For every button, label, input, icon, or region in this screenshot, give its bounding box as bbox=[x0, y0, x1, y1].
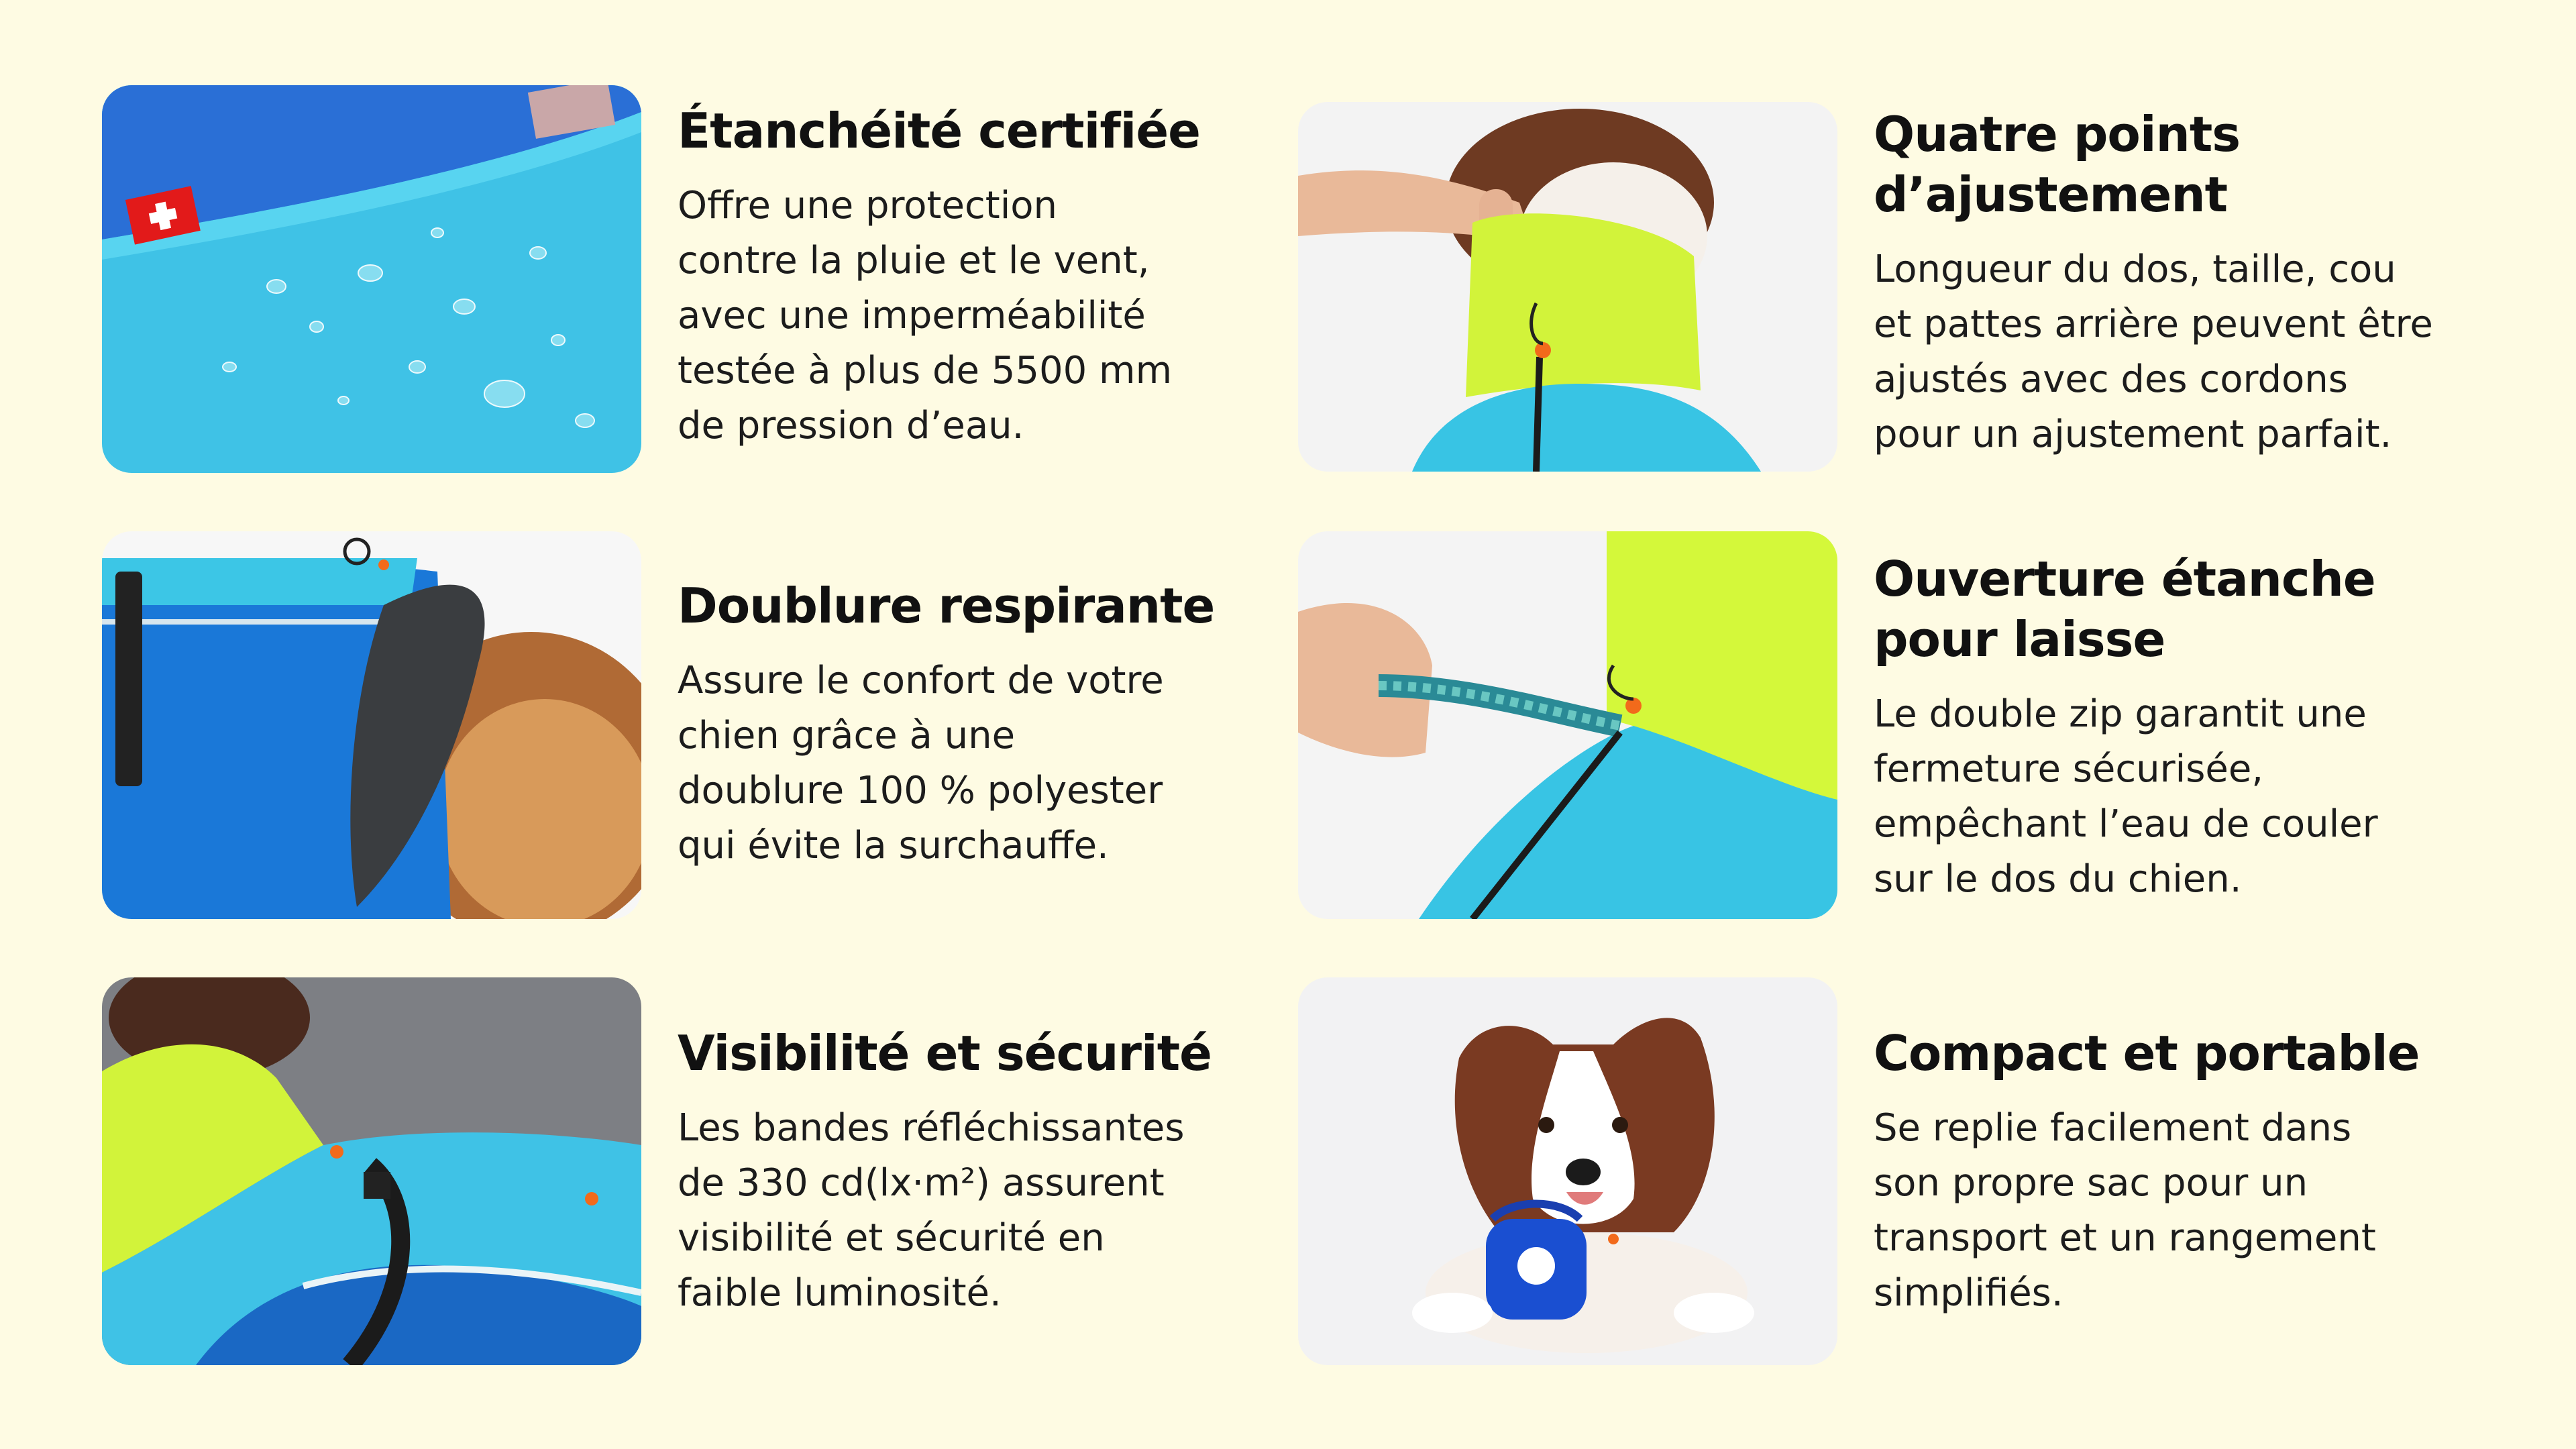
water-droplets-image bbox=[102, 85, 641, 473]
mesh-lining-image bbox=[102, 531, 641, 919]
feature-title: Compact et portable bbox=[1874, 1025, 2420, 1081]
feature-description: Se replie facilement dans son propre sac pour un transport et un rangement simplifiés. bbox=[1874, 1106, 2376, 1315]
feature-description: Offre une protection contre la pluie et le vent, avec une imperméabilité testée à plus de 5500 mm de pression d’eau. bbox=[678, 184, 1173, 447]
feature-title: Doublure respirante bbox=[678, 578, 1215, 634]
feature-title: Étanchéité certifiée bbox=[678, 103, 1200, 159]
feature-description: Le double zip garantit une fermeture sécurisée, empêchant l’eau de couler sur le dos du chien. bbox=[1874, 692, 2378, 901]
feature-text bbox=[1874, 104, 2491, 462]
leash-opening-photo bbox=[1298, 531, 1837, 919]
hand-adjusting-cord-image bbox=[1298, 102, 1837, 472]
waterproof-photo bbox=[102, 85, 641, 473]
feature-text bbox=[1874, 549, 2491, 907]
feature-description: Les bandes réfléchissantes de 330 cd(lx·m²) assurent visibilité et sécurité en faible luminosité. bbox=[678, 1106, 1185, 1315]
adjustment-photo bbox=[1298, 102, 1837, 472]
feature-description: Longueur du dos, taille, cou et pattes arrière peuvent être ajustés avec des cordons pour un ajustement parfait. bbox=[1874, 248, 2433, 456]
feature-description: Assure le confort de votre chien grâce à une doublure 100 % polyester qui évite la surchauffe. bbox=[678, 659, 1164, 867]
feature-text bbox=[678, 1023, 1295, 1321]
feature-title: Visibilité et sécurité bbox=[678, 1025, 1212, 1081]
feature-text bbox=[678, 576, 1295, 873]
feature-text bbox=[678, 101, 1295, 453]
dog-with-pouch-image bbox=[1298, 977, 1837, 1365]
leash-opening-zip-image bbox=[1298, 531, 1837, 919]
compact-photo bbox=[1298, 977, 1837, 1365]
lining-photo bbox=[102, 531, 641, 919]
feature-title: Quatre points d’ajustement bbox=[1874, 106, 2241, 223]
reflective-strip-image bbox=[102, 977, 641, 1365]
visibility-photo bbox=[102, 977, 641, 1365]
feature-title: Ouverture étanche pour laisse bbox=[1874, 551, 2375, 667]
feature-text bbox=[1874, 1023, 2491, 1321]
